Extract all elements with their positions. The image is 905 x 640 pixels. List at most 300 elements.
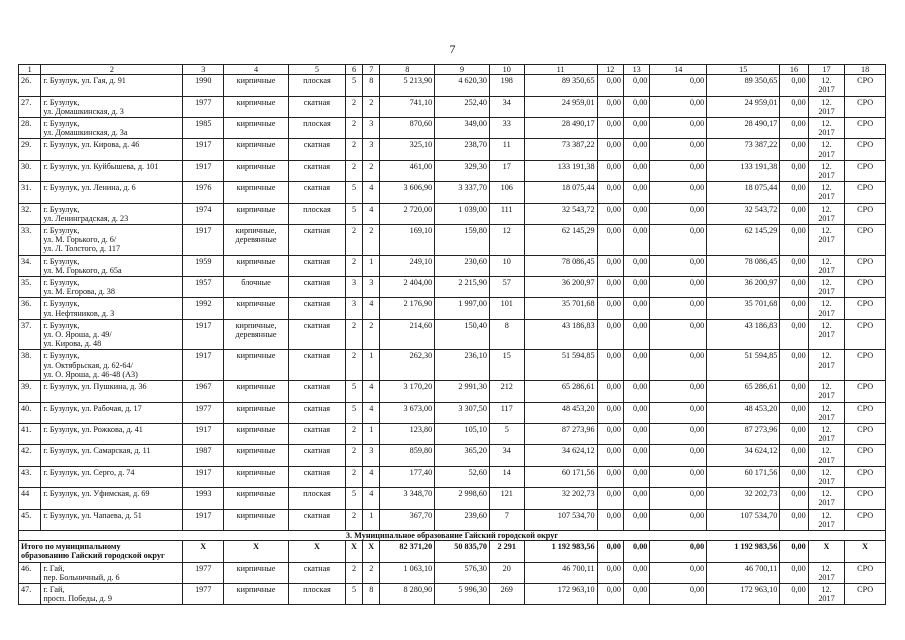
column-number: 16: [780, 65, 808, 75]
col12: 0,00: [597, 96, 623, 117]
row-number: 36.: [19, 298, 41, 319]
roof-type: скатная: [289, 96, 346, 117]
floors: 5: [345, 402, 362, 423]
cost: 35 701,68: [524, 298, 597, 319]
period-line: 2017: [818, 434, 835, 444]
living-area: 365,20: [435, 445, 490, 466]
col16: 0,00: [780, 509, 808, 530]
year-built: 1957: [183, 277, 224, 298]
entrances: 3: [363, 445, 380, 466]
col16: 0,00: [780, 255, 808, 276]
row-number: 26.: [19, 75, 41, 96]
total-cost: 34 624,12: [707, 445, 780, 466]
method: СРО: [845, 182, 886, 203]
address: [41, 445, 183, 466]
col12: 0,00: [597, 445, 623, 466]
col12: 0,00: [597, 466, 623, 487]
subtotal-label-line: Итого по муниципальному: [21, 542, 121, 552]
entrances: 1: [363, 423, 380, 444]
col14: 0,00: [650, 381, 707, 402]
roof-type: плоская: [289, 488, 346, 509]
table-row: [19, 466, 886, 487]
address-line: ул. Ленинградская, д. 23: [43, 213, 129, 223]
wall-material: [224, 75, 289, 96]
period-line: 12.: [821, 351, 832, 361]
wall-material-line: кирпичные: [236, 467, 276, 477]
col12: 0,00: [597, 298, 623, 319]
total-area: 741,10: [380, 96, 435, 117]
col16: 0,00: [780, 562, 808, 583]
period-line: 12.: [821, 119, 832, 129]
period-line: 2017: [818, 572, 835, 582]
row-number: 35.: [19, 277, 41, 298]
entrances: 3: [363, 277, 380, 298]
subtotal-label: [19, 541, 183, 562]
total-area: 214,60: [380, 319, 435, 350]
entrances: 4: [363, 466, 380, 487]
address: [41, 509, 183, 530]
address: [41, 255, 183, 276]
total-area: 5 213,90: [380, 75, 435, 96]
period-line: 12.: [821, 320, 832, 330]
column-number: 17: [808, 65, 845, 75]
col12: 0,00: [597, 182, 623, 203]
row-number: 32.: [19, 203, 41, 224]
wall-material-line: кирпичные,: [235, 320, 277, 330]
col14: 0,00: [650, 562, 707, 583]
method: СРО: [845, 255, 886, 276]
subtotal-cost: 1 192 983,56: [524, 541, 597, 562]
floors: 2: [345, 96, 362, 117]
total-area: 461,00: [380, 160, 435, 181]
living-area: 1 039,00: [435, 203, 490, 224]
cost: 51 594,85: [524, 350, 597, 381]
col12: 0,00: [597, 118, 623, 139]
row-number: 38.: [19, 350, 41, 381]
col14: 0,00: [650, 298, 707, 319]
method: СРО: [845, 139, 886, 160]
total-area: 2 720,00: [380, 203, 435, 224]
wall-material-line: кирпичные: [236, 76, 276, 86]
living-area: 239,60: [435, 509, 490, 530]
col14: 0,00: [650, 445, 707, 466]
period-line: 2017: [818, 287, 835, 297]
year-built: 1976: [183, 182, 224, 203]
wall-material-line: кирпичные: [236, 403, 276, 413]
total-cost: 24 959,01: [707, 96, 780, 117]
residents: 7: [489, 509, 524, 530]
address-line: ул. Домашкинская, д. 3: [43, 106, 124, 116]
wall-material-line: кирпичные: [236, 584, 276, 594]
col14: 0,00: [650, 225, 707, 256]
wall-material: [224, 139, 289, 160]
total-area: 2 404,00: [380, 277, 435, 298]
col13: 0,00: [623, 488, 649, 509]
wall-material: [224, 423, 289, 444]
total-cost: 60 171,56: [707, 466, 780, 487]
period-line: 2017: [818, 498, 835, 508]
address-line: г. Бузулук, ул. Рожкова, д. 41: [43, 424, 143, 434]
col13: 0,00: [623, 118, 649, 139]
method: СРО: [845, 277, 886, 298]
column-number: 2: [41, 65, 183, 75]
entrances: 4: [363, 298, 380, 319]
row-number: 43.: [19, 466, 41, 487]
period-line: 12.: [821, 489, 832, 499]
total-cost: 28 490,17: [707, 118, 780, 139]
column-number: 5: [289, 65, 346, 75]
cost: 107 534,70: [524, 509, 597, 530]
row-number: 34.: [19, 255, 41, 276]
col13: 0,00: [623, 350, 649, 381]
col16: 0,00: [780, 466, 808, 487]
address-line: ул. Кирова, д. 48: [43, 339, 102, 349]
residents: 17: [489, 160, 524, 181]
column-number: 4: [224, 65, 289, 75]
address-line: г. Бузулук,: [43, 97, 80, 107]
period-line: 2017: [818, 171, 835, 181]
address-line: г. Гай,: [43, 563, 65, 573]
table-row: [19, 583, 886, 604]
column-number: 7: [363, 65, 380, 75]
total-area: 3 170,20: [380, 381, 435, 402]
period: [808, 118, 845, 139]
total-cost: 35 701,68: [707, 298, 780, 319]
total-area: 123,80: [380, 423, 435, 444]
col16: 0,00: [780, 182, 808, 203]
roof-type: скатная: [289, 225, 346, 256]
living-area: 52,60: [435, 466, 490, 487]
floors: 2: [345, 445, 362, 466]
subtotal-row: [19, 541, 886, 562]
period-line: 12.: [821, 446, 832, 456]
wall-material-line: деревянные: [235, 330, 277, 340]
year-built: 1917: [183, 509, 224, 530]
period: [808, 350, 845, 381]
roof-type: плоская: [289, 118, 346, 139]
period: [808, 583, 845, 604]
wall-material-line: кирпичные: [236, 119, 276, 129]
address: [41, 203, 183, 224]
period: [808, 445, 845, 466]
method: СРО: [845, 466, 886, 487]
cost: 73 387,22: [524, 139, 597, 160]
period-line: 12.: [821, 403, 832, 413]
address-line: пер. Больничный, д. 6: [43, 572, 120, 582]
period: [808, 139, 845, 160]
col12: 0,00: [597, 350, 623, 381]
period: [808, 182, 845, 203]
residents: 121: [489, 488, 524, 509]
total-area: 2 176,90: [380, 298, 435, 319]
period-line: 12.: [821, 382, 832, 392]
method: СРО: [845, 160, 886, 181]
address: [41, 182, 183, 203]
method: СРО: [845, 381, 886, 402]
period-line: 2017: [818, 213, 835, 223]
col12: 0,00: [597, 509, 623, 530]
column-number: 1: [19, 65, 41, 75]
entrances: 3: [363, 118, 380, 139]
year-built: 1917: [183, 139, 224, 160]
address-line: ул. М. Горького, д. 65а: [43, 265, 122, 275]
column-number: 15: [707, 65, 780, 75]
subtotal-label-line: образованию Гайский городской округ: [21, 551, 165, 561]
col16: 0,00: [780, 203, 808, 224]
year-built: 1917: [183, 319, 224, 350]
table-row: [19, 562, 886, 583]
row-number: 41.: [19, 423, 41, 444]
col14: 0,00: [650, 319, 707, 350]
entrances: 2: [363, 160, 380, 181]
wall-material-line: кирпичные: [236, 489, 276, 499]
col13: 0,00: [623, 319, 649, 350]
cost: 28 490,17: [524, 118, 597, 139]
total-area: 3 348,70: [380, 488, 435, 509]
period-line: 2017: [818, 106, 835, 116]
col14: 0,00: [650, 488, 707, 509]
total-area: 3 673,00: [380, 402, 435, 423]
row-number: 46.: [19, 562, 41, 583]
address-line: г. Бузулук, ул. Гая, д. 91: [43, 76, 126, 86]
wall-material-line: деревянные: [235, 235, 277, 245]
floors: 2: [345, 319, 362, 350]
wall-material-line: кирпичные: [236, 351, 276, 361]
wall-material: [224, 118, 289, 139]
wall-material: [224, 255, 289, 276]
subtotal-total: 1 192 983,56: [707, 541, 780, 562]
address: [41, 583, 183, 604]
cost: 46 700,11: [524, 562, 597, 583]
method: СРО: [845, 509, 886, 530]
wall-material-line: кирпичные: [236, 161, 276, 171]
living-area: 349,00: [435, 118, 490, 139]
address: [41, 562, 183, 583]
total-area: 177,40: [380, 466, 435, 487]
wall-material: [224, 96, 289, 117]
entrances: 2: [363, 562, 380, 583]
cost: 34 624,12: [524, 445, 597, 466]
section-title: 3. Муниципальное образование Гайский городской округ: [19, 530, 886, 540]
subtotal-floors: X: [345, 541, 362, 562]
col12: 0,00: [597, 139, 623, 160]
period-line: 12.: [821, 256, 832, 266]
period: [808, 381, 845, 402]
residents: 14: [489, 466, 524, 487]
period: [808, 203, 845, 224]
wall-material: [224, 466, 289, 487]
address-line: г. Бузулук,: [43, 351, 80, 361]
address-line: просп. Победы, д. 9: [43, 594, 112, 604]
column-number: 18: [845, 65, 886, 75]
period-line: 12.: [821, 467, 832, 477]
address: [41, 139, 183, 160]
total-cost: 107 534,70: [707, 509, 780, 530]
address-line: г. Бузулук, ул. Пушкина, д. 36: [43, 382, 147, 392]
cost: 172 963,10: [524, 583, 597, 604]
wall-material-line: кирпичные: [236, 256, 276, 266]
floors: 3: [345, 277, 362, 298]
wall-material: [224, 562, 289, 583]
year-built: 1917: [183, 160, 224, 181]
col13: 0,00: [623, 445, 649, 466]
col14: 0,00: [650, 182, 707, 203]
total-area: 870,60: [380, 118, 435, 139]
col16: 0,00: [780, 118, 808, 139]
col12: 0,00: [597, 402, 623, 423]
col12: 0,00: [597, 225, 623, 256]
wall-material: [224, 319, 289, 350]
wall-material-line: кирпичные: [236, 183, 276, 193]
period-line: 12.: [821, 140, 832, 150]
address: [41, 381, 183, 402]
residents: 34: [489, 96, 524, 117]
row-number: 44: [19, 488, 41, 509]
table-row: [19, 277, 886, 298]
table-row: [19, 182, 886, 203]
method: СРО: [845, 203, 886, 224]
living-area: 230,60: [435, 255, 490, 276]
cost: 32 202,73: [524, 488, 597, 509]
residents: 12: [489, 225, 524, 256]
col12: 0,00: [597, 562, 623, 583]
wall-material: [224, 182, 289, 203]
wall-material-line: кирпичные: [236, 204, 276, 214]
residents: 8: [489, 319, 524, 350]
col13: 0,00: [623, 75, 649, 96]
floors: 5: [345, 583, 362, 604]
period-line: 12.: [821, 510, 832, 520]
address-line: г. Бузулук,: [43, 119, 80, 129]
total-cost: 62 145,29: [707, 225, 780, 256]
subtotal-roof: X: [289, 541, 346, 562]
col13: 0,00: [623, 203, 649, 224]
subtotal-f16: 0,00: [780, 541, 808, 562]
residents: 111: [489, 203, 524, 224]
entrances: 2: [363, 96, 380, 117]
entrances: 4: [363, 402, 380, 423]
subtotal-walls: X: [224, 541, 289, 562]
entrances: 4: [363, 203, 380, 224]
total-area: 367,70: [380, 509, 435, 530]
wall-material: [224, 160, 289, 181]
period-line: 12.: [821, 424, 832, 434]
subtotal-residents: 2 291: [489, 541, 524, 562]
col13: 0,00: [623, 255, 649, 276]
residents: 34: [489, 445, 524, 466]
total-cost: 89 350,65: [707, 75, 780, 96]
living-area: 576,30: [435, 562, 490, 583]
col16: 0,00: [780, 160, 808, 181]
total-cost: 36 200,97: [707, 277, 780, 298]
wall-material: [224, 277, 289, 298]
cost: 62 145,29: [524, 225, 597, 256]
col13: 0,00: [623, 402, 649, 423]
row-number: 47.: [19, 583, 41, 604]
address: [41, 488, 183, 509]
floors: 5: [345, 488, 362, 509]
table-row: [19, 402, 886, 423]
total-area: 3 606,90: [380, 182, 435, 203]
roof-type: скатная: [289, 319, 346, 350]
subtotal-method: X: [845, 541, 886, 562]
living-area: 105,10: [435, 423, 490, 444]
period-line: 12.: [821, 183, 832, 193]
col13: 0,00: [623, 381, 649, 402]
residents: 106: [489, 182, 524, 203]
col16: 0,00: [780, 488, 808, 509]
row-number: 27.: [19, 96, 41, 117]
total-cost: 172 963,10: [707, 583, 780, 604]
subtotal-f12: 0,00: [597, 541, 623, 562]
total-cost: 43 186,83: [707, 319, 780, 350]
row-number: 30.: [19, 160, 41, 181]
year-built: 1917: [183, 423, 224, 444]
table-row: [19, 488, 886, 509]
col14: 0,00: [650, 583, 707, 604]
wall-material-line: блочные: [241, 278, 271, 288]
address-line: ул. Октябрьская, д. 62-64/: [43, 360, 133, 370]
table-row: [19, 255, 886, 276]
column-number: 10: [489, 65, 524, 75]
residents: 212: [489, 381, 524, 402]
col14: 0,00: [650, 402, 707, 423]
address: [41, 75, 183, 96]
col16: 0,00: [780, 277, 808, 298]
roof-type: скатная: [289, 350, 346, 381]
residents: 269: [489, 583, 524, 604]
method: СРО: [845, 118, 886, 139]
period-line: 2017: [818, 330, 835, 340]
entrances: 1: [363, 255, 380, 276]
floors: 2: [345, 423, 362, 444]
floors: 2: [345, 225, 362, 256]
col13: 0,00: [623, 182, 649, 203]
cost: 18 075,44: [524, 182, 597, 203]
method: СРО: [845, 319, 886, 350]
address: [41, 319, 183, 350]
total-cost: 46 700,11: [707, 562, 780, 583]
table-row: [19, 350, 886, 381]
period-line: 2017: [818, 412, 835, 422]
col13: 0,00: [623, 583, 649, 604]
period-line: 12.: [821, 563, 832, 573]
column-number: 3: [183, 65, 224, 75]
floors: 5: [345, 203, 362, 224]
col13: 0,00: [623, 466, 649, 487]
subtotal-area-living: 50 835,70: [435, 541, 490, 562]
floors: 5: [345, 381, 362, 402]
method: СРО: [845, 402, 886, 423]
year-built: 1977: [183, 96, 224, 117]
address: [41, 423, 183, 444]
address-line: г. Бузулук, ул. Самарская, д. 11: [43, 446, 151, 456]
living-area: 3 337,70: [435, 182, 490, 203]
year-built: 1977: [183, 402, 224, 423]
col16: 0,00: [780, 402, 808, 423]
roof-type: скатная: [289, 182, 346, 203]
floors: 2: [345, 118, 362, 139]
year-built: 1977: [183, 583, 224, 604]
roof-type: скатная: [289, 160, 346, 181]
col16: 0,00: [780, 583, 808, 604]
col16: 0,00: [780, 445, 808, 466]
total-cost: 51 594,85: [707, 350, 780, 381]
residents: 101: [489, 298, 524, 319]
address: [41, 96, 183, 117]
living-area: 1 997,00: [435, 298, 490, 319]
col13: 0,00: [623, 562, 649, 583]
